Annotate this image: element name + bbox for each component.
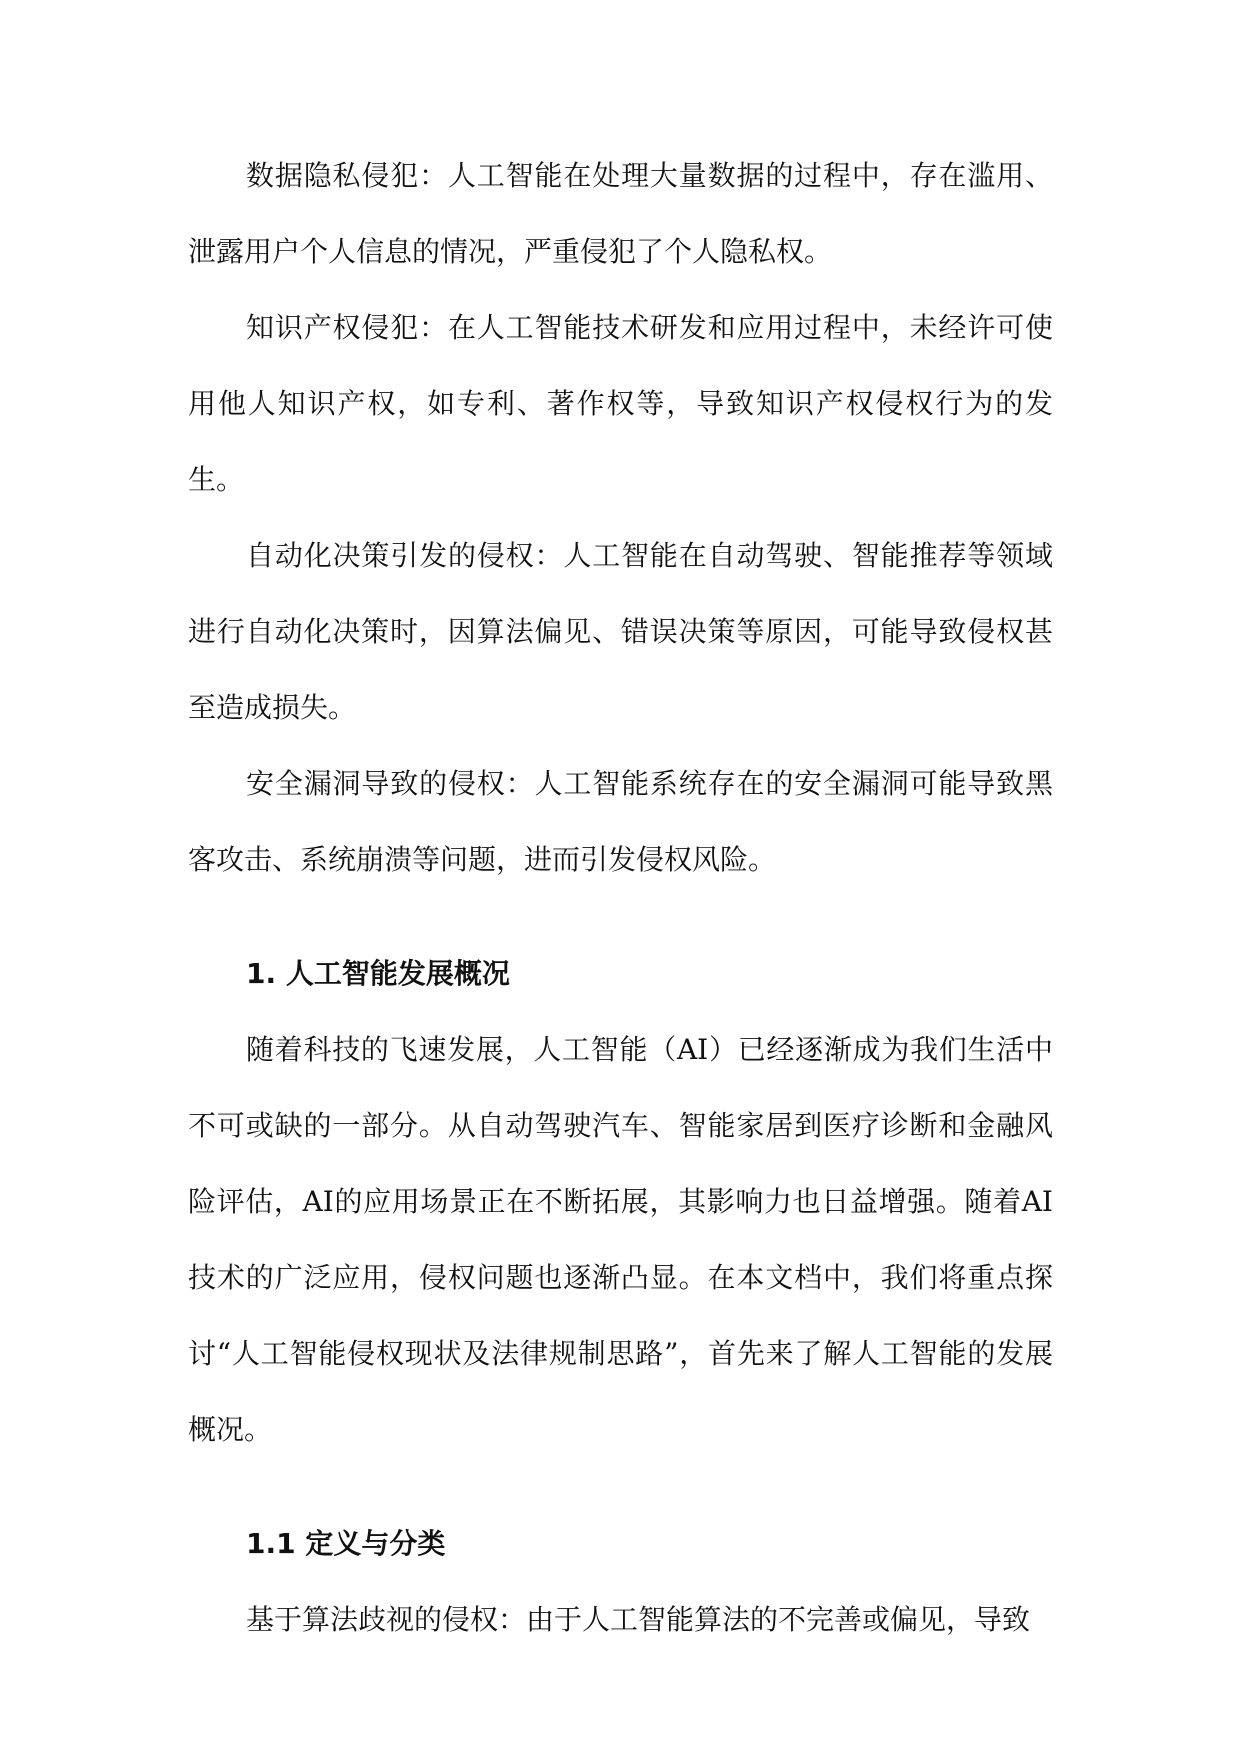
paragraph-ai-overview: 随着科技的飞速发展，人工智能（AI）已经逐渐成为我们生活中不可或缺的一部分。从自动驾驶汽车、智能家居到医疗诊断和金融风险评估，AI的应用场景正在不断拓展，其影响力也日益增强。随着AI技术的广泛应用，侵权问题也逐渐凸显。在本文档中，我们将重点探讨“人工智能侵权现状及法律规制思路”，首先来了解人工智能的发展概况。 <box>188 1033 1053 1446</box>
section-heading-ai-overview: 1. 人工智能发展概况 <box>246 957 510 990</box>
section-heading-definition: 1.1 定义与分类 <box>246 1527 446 1560</box>
document-body <box>188 138 1053 1658</box>
paragraph-data-privacy: 数据隐私侵犯：人工智能在处理大量数据的过程中，存在滥用、泄露用户个人信息的情况，严重侵犯了个人隐私权。 <box>188 159 1053 268</box>
paragraph-security-vulnerability: 安全漏洞导致的侵权：人工智能系统存在的安全漏洞可能导致黑客攻击、系统崩溃等问题，进而引发侵权风险。 <box>188 767 1053 876</box>
paragraph-automated-decision: 自动化决策引发的侵权：人工智能在自动驾驶、智能推荐等领域进行自动化决策时，因算法偏见、错误决策等原因，可能导致侵权甚至造成损失。 <box>188 539 1053 724</box>
paragraph-algorithm-discrimination: 基于算法歧视的侵权：由于人工智能算法的不完善或偏见，导致 <box>246 1603 1031 1636</box>
paragraph-ip-infringement: 知识产权侵犯：在人工智能技术研发和应用过程中，未经许可使用他人知识产权，如专利、著作权等，导致知识产权侵权行为的发生。 <box>188 311 1053 496</box>
